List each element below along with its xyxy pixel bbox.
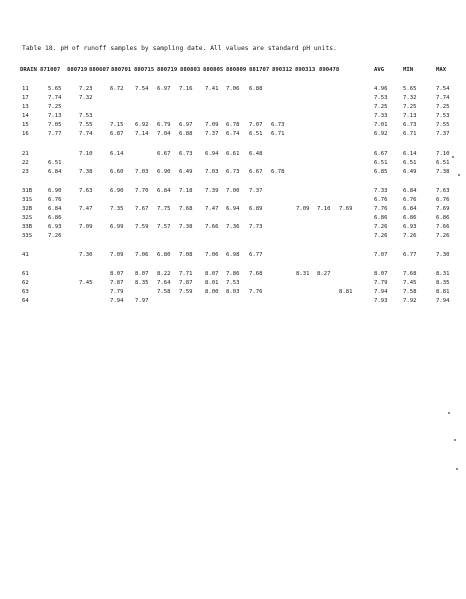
- ph-value: 6.86: [374, 215, 388, 221]
- drain-label: 64: [22, 298, 29, 304]
- ph-value: 6.94: [226, 206, 240, 212]
- column-header: 880701: [111, 67, 132, 73]
- ph-value: 7.53: [226, 280, 240, 286]
- table-row: [0, 151, 466, 160]
- ph-value: 7.68: [249, 271, 263, 277]
- scan-speck: [452, 156, 454, 158]
- ph-value: 7.09: [205, 122, 219, 128]
- ph-value: 7.76: [374, 206, 388, 212]
- ph-value: 7.54: [135, 86, 149, 92]
- ph-value: 7.97: [135, 298, 149, 304]
- ph-value: 7.03: [135, 169, 149, 175]
- ph-value: 7.30: [79, 252, 93, 258]
- ph-value: 7.45: [79, 280, 93, 286]
- ph-value: 7.53: [436, 113, 450, 119]
- drain-label: 32B: [22, 206, 33, 212]
- table-row: [0, 224, 466, 233]
- ph-value: 7.25: [48, 104, 62, 110]
- table-row: [0, 289, 466, 298]
- ph-value: 6.67: [157, 151, 171, 157]
- ph-value: 7.10: [79, 151, 93, 157]
- column-header: 880607: [89, 67, 110, 73]
- drain-label: 61: [22, 271, 29, 277]
- ph-value: 7.07: [249, 122, 263, 128]
- ph-value: 7.26: [436, 233, 450, 239]
- scan-speck: [458, 174, 460, 176]
- ph-value: 6.89: [249, 206, 263, 212]
- ph-value: 8.31: [296, 271, 310, 277]
- ph-value: 6.99: [110, 224, 124, 230]
- ph-value: 7.25: [374, 104, 388, 110]
- ph-value: 6.71: [403, 131, 417, 137]
- table-row: [0, 280, 466, 289]
- ph-value: 7.74: [48, 95, 62, 101]
- ph-value: 7.47: [79, 206, 93, 212]
- ph-value: 6.77: [403, 252, 417, 258]
- ph-value: 7.75: [157, 206, 171, 212]
- ph-value: 7.05: [48, 122, 62, 128]
- table-header-row: [0, 67, 466, 76]
- drain-label: 21: [22, 151, 29, 157]
- ph-value: 6.78: [226, 122, 240, 128]
- ph-value: 8.03: [226, 289, 240, 295]
- ph-value: 6.97: [157, 86, 171, 92]
- ph-value: 7.55: [79, 122, 93, 128]
- ph-value: 7.66: [205, 224, 219, 230]
- ph-value: 7.45: [403, 280, 417, 286]
- scan-speck: [454, 439, 456, 441]
- ph-value: 6.84: [403, 188, 417, 194]
- ph-value: 8.81: [339, 289, 353, 295]
- ph-value: 6.72: [110, 86, 124, 92]
- ph-value: 7.63: [79, 188, 93, 194]
- ph-value: 7.59: [179, 289, 193, 295]
- ph-value: 8.07: [374, 271, 388, 277]
- column-header: 880719: [67, 67, 88, 73]
- ph-value: 6.76: [374, 197, 388, 203]
- ph-value: 8.07: [135, 271, 149, 277]
- column-header: MAX: [436, 67, 447, 73]
- ph-value: 6.85: [374, 169, 388, 175]
- ph-value: 7.07: [374, 252, 388, 258]
- ph-value: 7.41: [205, 86, 219, 92]
- column-header: 880803: [180, 67, 201, 73]
- ph-value: 7.04: [157, 131, 171, 137]
- ph-value: 7.77: [48, 131, 62, 137]
- ph-value: 7.00: [226, 188, 240, 194]
- table-row: [0, 252, 466, 261]
- ph-value: 7.94: [374, 289, 388, 295]
- ph-value: 6.93: [48, 224, 62, 230]
- ph-value: 6.73: [179, 151, 193, 157]
- ph-value: 8.81: [436, 289, 450, 295]
- table-row: [0, 197, 466, 206]
- ph-value: 7.68: [179, 206, 193, 212]
- drain-label: 62: [22, 280, 29, 286]
- ph-value: 6.49: [179, 169, 193, 175]
- ph-value: 7.06: [205, 252, 219, 258]
- ph-value: 6.14: [110, 151, 124, 157]
- column-header: 881707: [249, 67, 270, 73]
- ph-value: 6.71: [271, 131, 285, 137]
- table-row: [0, 271, 466, 280]
- table-row: [0, 215, 466, 224]
- ph-value: 6.79: [157, 122, 171, 128]
- ph-value: 7.13: [48, 113, 62, 119]
- ph-value: 7.55: [436, 122, 450, 128]
- ph-value: 7.94: [110, 298, 124, 304]
- ph-value: 6.76: [436, 197, 450, 203]
- ph-value: 6.61: [226, 151, 240, 157]
- scan-speck: [448, 412, 450, 414]
- ph-value: 7.26: [403, 233, 417, 239]
- ph-value: 6.93: [403, 224, 417, 230]
- ph-value: 6.84: [48, 206, 62, 212]
- ph-value: 7.01: [374, 122, 388, 128]
- column-header: 880809: [226, 67, 247, 73]
- ph-value: 7.53: [79, 113, 93, 119]
- ph-value: 8.00: [205, 289, 219, 295]
- ph-value: 7.39: [205, 188, 219, 194]
- ph-value: 8.07: [110, 271, 124, 277]
- ph-value: 7.38: [179, 224, 193, 230]
- ph-value: 7.94: [436, 298, 450, 304]
- ph-value: 7.26: [48, 233, 62, 239]
- table-row: [0, 169, 466, 178]
- column-header: 880715: [134, 67, 155, 73]
- ph-value: 7.09: [110, 252, 124, 258]
- ph-value: 6.73: [226, 169, 240, 175]
- ph-value: 7.86: [226, 271, 240, 277]
- ph-value: 7.25: [403, 104, 417, 110]
- ph-value: 7.38: [436, 169, 450, 175]
- ph-value: 7.06: [135, 252, 149, 258]
- table-row: [0, 122, 466, 131]
- ph-value: 6.88: [179, 131, 193, 137]
- ph-value: 6.51: [403, 160, 417, 166]
- ph-value: 6.73: [271, 122, 285, 128]
- ph-value: 7.58: [403, 289, 417, 295]
- ph-value: 6.51: [48, 160, 62, 166]
- ph-value: 7.59: [135, 224, 149, 230]
- ph-value: 7.53: [374, 95, 388, 101]
- table-row: [0, 188, 466, 197]
- ph-value: 7.32: [403, 95, 417, 101]
- ph-value: 6.86: [48, 215, 62, 221]
- drain-label: 31B: [22, 188, 33, 194]
- ph-value: 6.84: [48, 169, 62, 175]
- ph-value: 7.35: [110, 206, 124, 212]
- ph-value: 6.51: [249, 131, 263, 137]
- table-row: [0, 131, 466, 140]
- drain-label: 17: [22, 95, 29, 101]
- ph-value: 6.97: [179, 122, 193, 128]
- drain-label: 13: [22, 104, 29, 110]
- ph-value: 6.78: [271, 169, 285, 175]
- ph-value: 6.80: [157, 252, 171, 258]
- table-row: [0, 113, 466, 122]
- ph-value: 7.54: [436, 86, 450, 92]
- column-header: 871007: [40, 67, 61, 73]
- ph-value: 7.68: [403, 271, 417, 277]
- drain-label: 14: [22, 113, 29, 119]
- ph-value: 7.36: [226, 224, 240, 230]
- ph-value: 7.58: [157, 289, 171, 295]
- table-row: [0, 86, 466, 95]
- ph-value: 8.31: [436, 271, 450, 277]
- ph-value: 7.73: [249, 224, 263, 230]
- ph-value: 7.32: [79, 95, 93, 101]
- ph-value: 7.38: [79, 169, 93, 175]
- ph-value: 6.87: [110, 131, 124, 137]
- ph-value: 7.37: [436, 131, 450, 137]
- ph-value: 7.23: [79, 86, 93, 92]
- ph-value: 6.84: [403, 206, 417, 212]
- ph-value: 7.08: [179, 252, 193, 258]
- ph-value: 8.01: [205, 280, 219, 286]
- drain-label: 23: [22, 169, 29, 175]
- ph-value: 7.93: [374, 298, 388, 304]
- ph-value: 7.25: [436, 104, 450, 110]
- column-header: DRAIN: [20, 67, 37, 73]
- ph-value: 7.71: [179, 271, 193, 277]
- column-header: 880719: [157, 67, 178, 73]
- ph-value: 6.48: [249, 151, 263, 157]
- drain-label: 11: [22, 86, 29, 92]
- ph-value: 7.09: [79, 224, 93, 230]
- drain-label: 15: [22, 122, 29, 128]
- ph-value: 7.37: [205, 131, 219, 137]
- ph-value: 4.96: [374, 86, 388, 92]
- ph-value: 7.10: [436, 151, 450, 157]
- ph-value: 7.03: [205, 169, 219, 175]
- ph-value: 7.66: [436, 224, 450, 230]
- drain-label: 32S: [22, 215, 33, 221]
- table-caption: Table 18. pH of runoff samples by sampling date. All values are standard pH units.: [22, 45, 337, 52]
- ph-value: 7.13: [403, 113, 417, 119]
- column-header: 890478: [319, 67, 340, 73]
- table-row: [0, 206, 466, 215]
- table-row: [0, 104, 466, 113]
- ph-value: 7.87: [110, 280, 124, 286]
- ph-value: 8.35: [436, 280, 450, 286]
- ph-value: 6.74: [226, 131, 240, 137]
- ph-value: 6.92: [374, 131, 388, 137]
- ph-value: 7.26: [374, 224, 388, 230]
- ph-value: 6.86: [436, 215, 450, 221]
- ph-value: 8.35: [135, 280, 149, 286]
- ph-value: 6.67: [249, 169, 263, 175]
- ph-value: 7.64: [157, 280, 171, 286]
- column-header: 890312: [272, 67, 293, 73]
- ph-value: 7.33: [374, 188, 388, 194]
- ph-value: 6.94: [205, 151, 219, 157]
- ph-value: 6.90: [110, 188, 124, 194]
- ph-value: 7.16: [179, 86, 193, 92]
- ph-value: 7.92: [403, 298, 417, 304]
- column-header: AVG: [374, 67, 385, 73]
- ph-value: 7.79: [374, 280, 388, 286]
- ph-value: 7.87: [179, 280, 193, 286]
- drain-label: 31S: [22, 197, 33, 203]
- ph-value: 7.74: [79, 131, 93, 137]
- ph-value: 7.10: [317, 206, 331, 212]
- scan-speck: [456, 468, 458, 470]
- ph-value: 6.88: [249, 86, 263, 92]
- ph-value: 6.90: [48, 188, 62, 194]
- table-row: [0, 95, 466, 104]
- drain-label: 33B: [22, 224, 33, 230]
- ph-value: 7.67: [135, 206, 149, 212]
- ph-value: 7.37: [249, 188, 263, 194]
- ph-value: 8.27: [317, 271, 331, 277]
- ph-value: 7.69: [436, 206, 450, 212]
- ph-value: 6.76: [403, 197, 417, 203]
- ph-value: 7.79: [110, 289, 124, 295]
- ph-value: 6.90: [157, 169, 171, 175]
- drain-label: 33S: [22, 233, 33, 239]
- column-header: MIN: [403, 67, 414, 73]
- ph-value: 7.47: [205, 206, 219, 212]
- ph-value: 7.06: [226, 86, 240, 92]
- ph-value: 6.67: [374, 151, 388, 157]
- drain-label: 63: [22, 289, 29, 295]
- ph-value: 6.51: [436, 160, 450, 166]
- ph-value: 6.73: [403, 122, 417, 128]
- drain-label: 41: [22, 252, 29, 258]
- ph-value: 6.98: [226, 252, 240, 258]
- ph-value: 7.74: [436, 95, 450, 101]
- ph-value: 5.65: [48, 86, 62, 92]
- ph-value: 5.65: [403, 86, 417, 92]
- ph-value: 7.63: [436, 188, 450, 194]
- ph-value: 6.60: [110, 169, 124, 175]
- column-header: 890313: [295, 67, 316, 73]
- ph-value: 6.84: [157, 188, 171, 194]
- ph-value: 7.26: [374, 233, 388, 239]
- ph-value: 7.09: [296, 206, 310, 212]
- ph-value: 6.77: [249, 252, 263, 258]
- table-row: [0, 233, 466, 242]
- ph-value: 6.14: [403, 151, 417, 157]
- ph-value: 6.86: [403, 215, 417, 221]
- ph-value: 7.70: [135, 188, 149, 194]
- ph-value: 8.07: [205, 271, 219, 277]
- ph-value: 6.76: [48, 197, 62, 203]
- ph-value: 7.57: [157, 224, 171, 230]
- ph-value: 7.76: [249, 289, 263, 295]
- ph-value: 7.69: [339, 206, 353, 212]
- drain-label: 22: [22, 160, 29, 166]
- ph-value: 6.92: [135, 122, 149, 128]
- table-row: [0, 160, 466, 169]
- ph-value: 7.14: [135, 131, 149, 137]
- column-header: 880805: [203, 67, 224, 73]
- ph-value: 6.51: [374, 160, 388, 166]
- ph-value: 7.30: [436, 252, 450, 258]
- ph-value: 8.22: [157, 271, 171, 277]
- ph-value: 6.49: [403, 169, 417, 175]
- drain-label: 16: [22, 131, 29, 137]
- ph-value: 7.15: [110, 122, 124, 128]
- ph-value: 7.33: [374, 113, 388, 119]
- ph-value: 7.18: [179, 188, 193, 194]
- table-row: [0, 298, 466, 307]
